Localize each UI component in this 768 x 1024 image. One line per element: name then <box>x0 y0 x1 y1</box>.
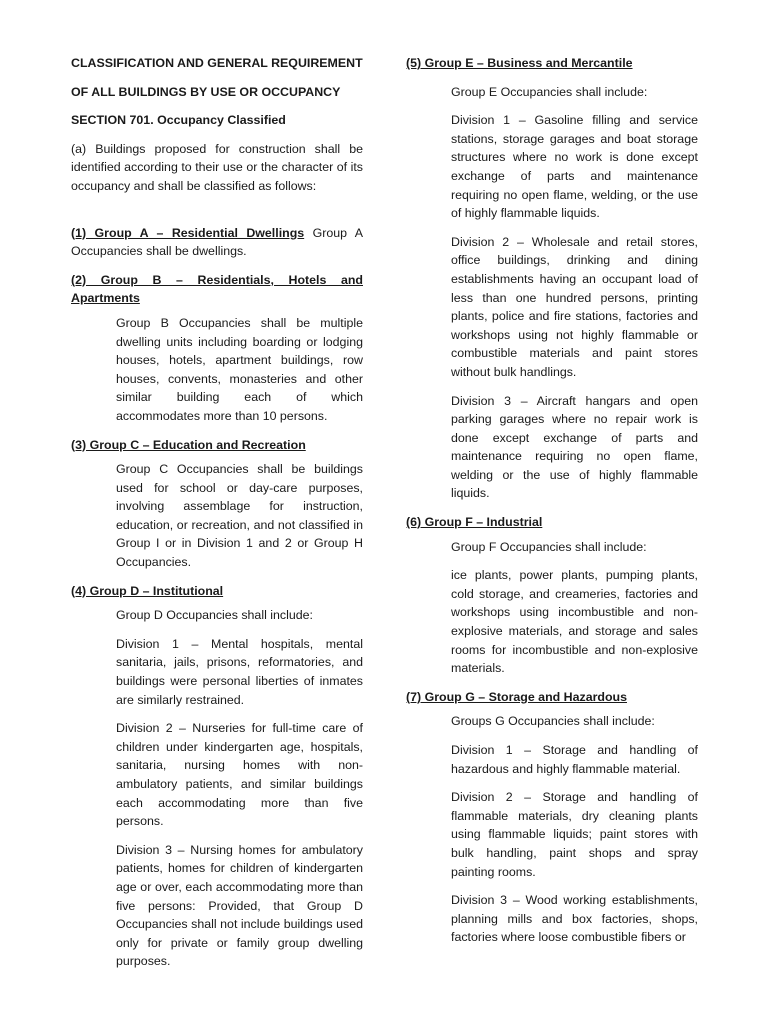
document-title-line-2: OF ALL BUILDINGS BY USE OR OCCUPANCY <box>71 84 341 99</box>
group-g-division-1: Division 1 – Storage and handling of hazardous and highly flammable material. <box>451 743 698 776</box>
group-e-intro: Group E Occupancies shall include: <box>451 84 648 99</box>
group-a-heading: (1) Group A – Residential Dwellings <box>71 225 305 240</box>
group-f-heading: (6) Group F – Industrial <box>406 515 543 530</box>
group-d-intro: Group D Occupancies shall include: <box>116 608 313 623</box>
group-d-division-2: Division 2 – Nurseries for full-time care of children under kindergarten age, hospitals, sanitaria, nursing homes with non-ambulatory patients, and similar buildings each accommodating more than five persons. <box>116 721 363 829</box>
group-f-intro: Group F Occupancies shall include: <box>451 539 647 554</box>
group-d-division-3: Division 3 – Nursing homes for ambulatory patients, homes for children of kindergarten age or over, each accommodating more than five persons: Provided, that Group D Occupancies shall not include buildings used only for private or family group dwelling purposes. <box>116 842 363 969</box>
group-d-division-1: Division 1 – Mental hospitals, mental sanitaria, jails, prisons, reformatories, and buildings were personal liberties of inmates are similarly restrained. <box>116 636 363 707</box>
group-e-division-2: Division 2 – Wholesale and retail stores, office buildings, drinking and dining establishments having an occupant load of less than one hundred persons, printing plants, police and fire stations, factories and workshops using not highly flammable or combustible materials and paint stores without bulk handlings. <box>451 234 698 379</box>
group-a-text: Group A Occupancies shall be dwellings. <box>71 225 363 259</box>
group-c-heading: (3) Group C – Education and Recreation <box>71 437 306 452</box>
document-title-line-1: CLASSIFICATION AND GENERAL REQUIREMENT <box>71 56 363 70</box>
group-g-intro: Groups G Occupancies shall include: <box>451 714 655 729</box>
spacer <box>71 206 363 224</box>
group-e-division-3: Division 3 – Aircraft hangars and open parking garages where no repair work is done except exchange of parts and maintenance requiring no open flame, welding or the use of highly flammable liquids. <box>451 393 698 501</box>
group-b-heading: (2) Group B – Residentials, Hotels and Apartments <box>71 272 363 306</box>
group-g-division-3: Division 3 – Wood working establishments, planning mills and box factories, shops, factories where loose combustible fibers or <box>451 893 698 945</box>
right-column <box>406 54 698 957</box>
group-c-text: Group C Occupancies shall be buildings used for school or day-care purposes, involving assemblage for instruction, education, or recreation, and not classified in Group I or in Division 1 and 2 or Group H Occupancies. <box>116 462 363 570</box>
group-f-text: ice plants, power plants, pumping plants, cold storage, and creameries, factories and workshops using incombustible and non-explosive materials, and storage and sales rooms for incombustible and non-explosive materials. <box>451 568 698 676</box>
group-b-text: Group B Occupancies shall be multiple dwelling units including boarding or lodging houses, hotels, apartment buildings, row houses, convents, monasteries and other similar building each of which accommodates more than 10 persons. <box>116 315 363 423</box>
group-e-division-1: Division 1 – Gasoline filling and service stations, storage garages and boat storage structures where no work is done except exchange of parts and maintenance requiring no open flame, welding, or the use of highly flammable liquids. <box>451 113 698 221</box>
group-e-heading: (5) Group E – Business and Mercantile <box>406 56 633 70</box>
group-a-paragraph <box>71 224 363 261</box>
left-column <box>71 54 363 981</box>
group-g-division-2: Division 2 – Storage and handling of flammable materials, dry cleaning plants using flammable liquids; paint stores with bulk handling, paint shops and spray painting rooms. <box>451 790 698 879</box>
group-d-heading: (4) Group D – Institutional <box>71 583 224 598</box>
section-heading: SECTION 701. Occupancy Classified <box>71 113 286 128</box>
intro-paragraph: (a) Buildings proposed for construction shall be identified according to their use or the character of its occupancy and shall be classified as follows: <box>71 141 363 193</box>
group-g-heading: (7) Group G – Storage and Hazardous <box>406 689 627 704</box>
